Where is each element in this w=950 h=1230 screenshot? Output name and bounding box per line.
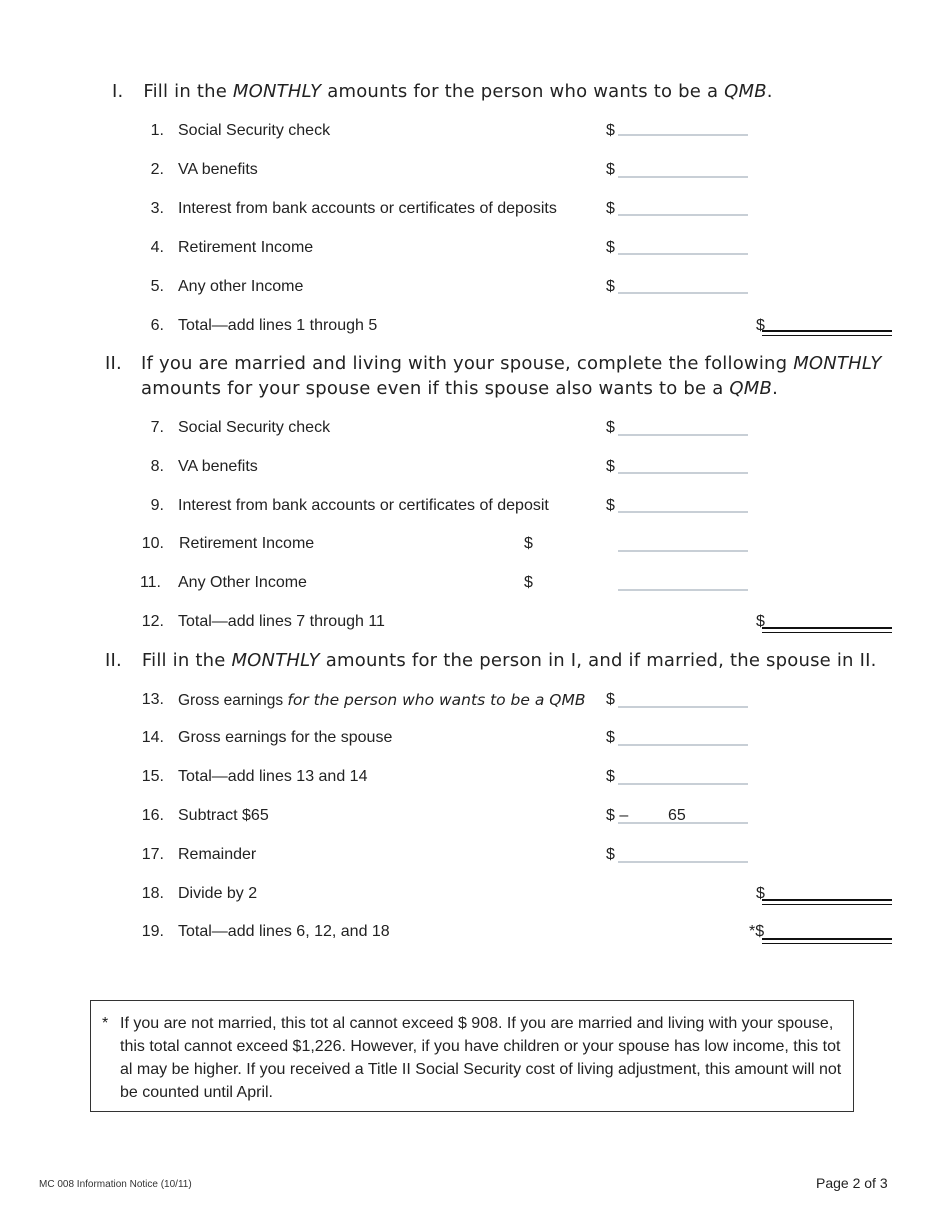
line-12-total-input[interactable]: [762, 627, 892, 633]
line-19-prefix: *$: [749, 923, 765, 940]
line-16-input[interactable]: [618, 822, 748, 824]
line-2-label: VA benefits: [178, 161, 258, 178]
notice-asterisk: *: [102, 1015, 109, 1032]
line-10-input[interactable]: [618, 550, 748, 552]
notice-text: If you are not married, this tot al cannot exceed $ 908. If you are married and living with your spouse, this total cannot exceed $1,226. However, if you have children or your spouse has low income, this tot al may be higher. If you received a Title II Social Security cost of living adjustment, this amount will not be counted until April.: [120, 1015, 842, 1101]
line-6-total-input[interactable]: [762, 330, 892, 336]
line-10-label: Retirement Income: [179, 535, 315, 552]
line-12-number: 12.: [141, 613, 164, 630]
line-13-number: 13.: [141, 691, 164, 708]
line-11-input[interactable]: [618, 589, 748, 591]
line-11-currency: $: [524, 574, 533, 591]
line-15-label: Total—add lines 13 and 14: [178, 768, 368, 785]
line-13-input[interactable]: [618, 706, 748, 708]
line-19-number: 19.: [141, 923, 164, 940]
section-1-numeral: I.: [112, 81, 124, 102]
line-4-currency: $: [606, 239, 615, 256]
line-9-label: Interest from bank accounts or certificates of deposit: [178, 497, 549, 514]
line-3-currency: $: [606, 200, 615, 217]
line-1-number: 1.: [150, 122, 164, 139]
section-3-heading: II. Fill in the MONTHLY amounts for the person in I, and if married, the spouse in II.: [105, 650, 877, 671]
line-4-label: Retirement Income: [178, 239, 314, 256]
line-16-label: Subtract $65: [178, 807, 269, 824]
line-18-currency: $: [756, 885, 765, 902]
line-14-currency: $: [606, 729, 615, 746]
line-18-label: Divide by 2: [178, 885, 258, 902]
page-number: Page 2 of 3: [816, 1175, 888, 1191]
line-10-currency: $: [524, 535, 533, 552]
line-14-label: Gross earnings for the spouse: [178, 729, 393, 746]
line-8-input[interactable]: [618, 472, 748, 474]
line-8-label: VA benefits: [178, 458, 258, 475]
line-5-number: 5.: [150, 278, 164, 295]
line-6-currency: $: [756, 317, 765, 334]
line-16-value: 65: [668, 807, 686, 824]
section-2-heading-line2: amounts for your spouse even if this spouse also wants to be a QMB.: [141, 378, 778, 399]
line-11-label: Any Other Income: [178, 574, 307, 591]
line-8-number: 8.: [150, 458, 164, 475]
line-16-prefix: $ –: [606, 807, 629, 824]
line-16-number: 16.: [141, 807, 164, 824]
line-17-number: 17.: [141, 846, 164, 863]
line-12-currency: $: [756, 613, 765, 630]
line-18-total-input[interactable]: [762, 899, 892, 905]
line-5-label: Any other Income: [178, 278, 304, 295]
line-4-input[interactable]: [618, 253, 748, 255]
line-3-input[interactable]: [618, 214, 748, 216]
line-3-number: 3.: [150, 200, 164, 217]
form-id: MC 008 Information Notice (10/11): [39, 1179, 192, 1190]
line-19-label: Total—add lines 6, 12, and 18: [178, 923, 390, 940]
line-5-input[interactable]: [618, 292, 748, 294]
line-1-currency: $: [606, 122, 615, 139]
limit-notice-box: [90, 1000, 854, 1112]
line-5-currency: $: [606, 278, 615, 295]
line-7-currency: $: [606, 419, 615, 436]
line-6-number: 6.: [150, 317, 164, 334]
section-1-heading: I. Fill in the MONTHLY amounts for the person who wants to be a QMB.: [112, 81, 773, 102]
line-13-currency: $: [606, 691, 615, 708]
line-9-currency: $: [606, 497, 615, 514]
line-19-total-input[interactable]: [762, 938, 892, 944]
line-7-input[interactable]: [618, 434, 748, 436]
line-14-number: 14.: [141, 729, 164, 746]
line-18-number: 18.: [141, 885, 164, 902]
line-2-number: 2.: [150, 161, 164, 178]
line-3-label: Interest from bank accounts or certificates of deposits: [178, 200, 557, 217]
line-17-label: Remainder: [178, 846, 257, 863]
section-2-numeral: II.: [105, 353, 122, 374]
line-15-currency: $: [606, 768, 615, 785]
line-2-currency: $: [606, 161, 615, 178]
line-8-currency: $: [606, 458, 615, 475]
line-6-label: Total—add lines 1 through 5: [178, 317, 378, 334]
line-13-label: Gross earnings for the person who wants to be a QMB: [178, 691, 586, 709]
line-15-input[interactable]: [618, 783, 748, 785]
line-10-number: 10.: [141, 535, 164, 552]
section-2-heading-line1: If you are married and living with your spouse, complete the following MONTHLY: [141, 353, 882, 374]
line-9-number: 9.: [150, 497, 164, 514]
line-7-number: 7.: [150, 419, 164, 436]
line-17-currency: $: [606, 846, 615, 863]
line-15-number: 15.: [141, 768, 164, 785]
line-2-input[interactable]: [618, 176, 748, 178]
line-7-label: Social Security check: [178, 419, 331, 436]
line-14-input[interactable]: [618, 744, 748, 746]
line-1-input[interactable]: [618, 134, 748, 136]
line-1-label: Social Security check: [178, 122, 331, 139]
line-9-input[interactable]: [618, 511, 748, 513]
line-4-number: 4.: [150, 239, 164, 256]
line-11-number: 11.: [139, 574, 161, 591]
section-3-numeral: II.: [105, 650, 122, 671]
line-17-input[interactable]: [618, 861, 748, 863]
line-12-label: Total—add lines 7 through 11: [178, 613, 385, 630]
